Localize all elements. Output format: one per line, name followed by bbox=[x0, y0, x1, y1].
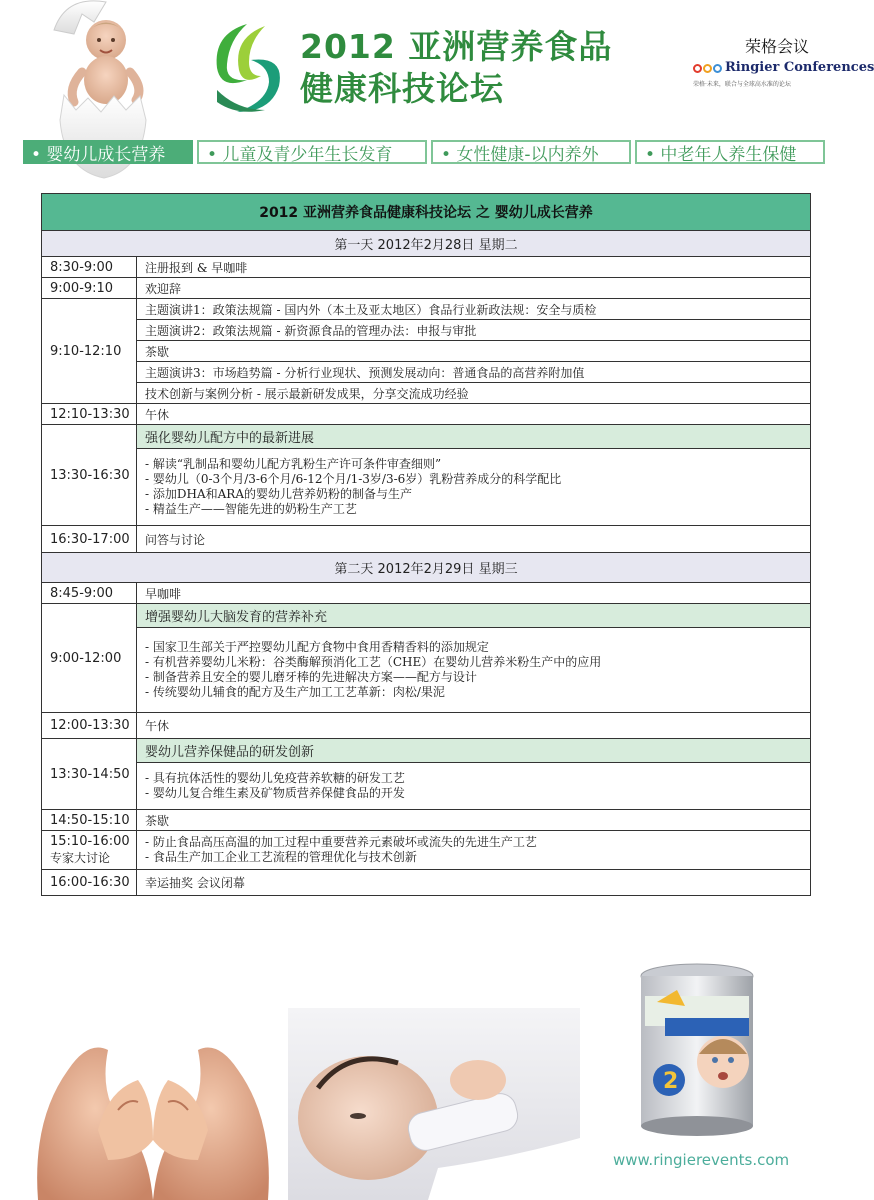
table-row bbox=[42, 278, 811, 299]
session-cell: 主题演讲1：政策法规篇 - 国内外（本土及亚太地区）食品行业新政法规：安全与质检 bbox=[137, 299, 811, 320]
time-range: 15:10-16:00 bbox=[50, 834, 130, 849]
time-cell: 12:00-13:30 bbox=[42, 713, 137, 739]
bullet-item: - 国家卫生部关于严控婴幼儿配方食物中食用香精香料的添加规定 bbox=[145, 640, 489, 654]
bullet-item: - 传统婴幼儿辅食的配方及生产加工工艺革新：肉松/果泥 bbox=[145, 685, 445, 699]
table-row bbox=[42, 449, 811, 526]
time-subtitle: 专家大讨论 bbox=[50, 851, 111, 865]
time-cell: 13:30-16:30 bbox=[42, 425, 137, 526]
day-row bbox=[42, 553, 811, 583]
session-cell: 茶歇 bbox=[137, 810, 811, 831]
table-row bbox=[42, 362, 811, 383]
table-row bbox=[42, 810, 811, 831]
bullet-list bbox=[137, 628, 811, 713]
formula-can-image bbox=[637, 962, 757, 1137]
session-cell: 注册报到 & 早咖啡 bbox=[137, 257, 811, 278]
ringier-rings-icon bbox=[693, 64, 722, 73]
time-cell: 14:50-15:10 bbox=[42, 810, 137, 831]
table-row bbox=[42, 604, 811, 628]
time-cell bbox=[42, 831, 137, 870]
time-cell: 13:30-14:50 bbox=[42, 739, 137, 810]
bullet-item: - 解读“乳制品和婴幼儿配方乳粉生产许可条件审查细则” bbox=[145, 457, 442, 471]
time-cell: 16:00-16:30 bbox=[42, 870, 137, 896]
bullet-list bbox=[137, 831, 811, 870]
forum-title bbox=[300, 26, 612, 110]
topic-heading: 增强婴幼儿大脑发育的营养补充 bbox=[137, 604, 811, 628]
session-cell: 午休 bbox=[137, 713, 811, 739]
bullet-item: - 婴幼儿复合维生素及矿物质营养保健食品的开发 bbox=[145, 786, 405, 800]
bullet-item: - 制备营养且安全的婴儿磨牙棒的先进解决方案——配方与设计 bbox=[145, 670, 477, 684]
bullet-list bbox=[137, 763, 811, 810]
bullet-item: - 防止食品高压高温的加工过程中重要营养元素破坏或流失的先进生产工艺 bbox=[145, 835, 537, 849]
can-number-icon: 2 bbox=[663, 1069, 679, 1094]
bullet-item: - 食品生产加工企业工艺流程的管理优化与技术创新 bbox=[145, 850, 417, 864]
organizer-name: 荣格会议 bbox=[745, 37, 810, 56]
bullet-item: - 婴幼儿（0-3个月/3-6个月/6-12个月/1-3岁/3-6岁）乳粉营养成分的科学配比 bbox=[145, 472, 562, 486]
table-row bbox=[42, 628, 811, 713]
table-row bbox=[42, 763, 811, 810]
schedule-title: 2012 亚洲营养食品健康科技论坛 之 婴幼儿成长营养 bbox=[42, 194, 811, 231]
topic-heading: 婴幼儿营养保健品的研发创新 bbox=[137, 739, 811, 763]
bullet-item: - 添加DHA和ARA的婴幼儿营养奶粉的制备与生产 bbox=[145, 487, 412, 501]
schedule-table bbox=[41, 193, 811, 896]
table-row bbox=[42, 583, 811, 604]
bullet-item: - 有机营养婴幼儿米粉：谷类酶解预消化工艺（CHE）在婴幼儿营养米粉生产中的应用 bbox=[145, 655, 602, 669]
bullet-item: - 精益生产——智能先进的奶粉生产工艺 bbox=[145, 502, 357, 516]
tab-elderly-health[interactable]: • 中老年人养生保健 bbox=[635, 140, 825, 164]
day-row bbox=[42, 231, 811, 257]
tab-child-growth[interactable]: • 儿童及青少年生长发育 bbox=[197, 140, 427, 164]
table-row bbox=[42, 713, 811, 739]
table-row bbox=[42, 831, 811, 870]
table-row bbox=[42, 870, 811, 896]
page-header bbox=[0, 0, 874, 135]
baby-bottle-image bbox=[288, 1008, 580, 1200]
title-line-2: 健康科技论坛 bbox=[300, 69, 504, 108]
table-row bbox=[42, 383, 811, 404]
time-cell: 8:45-9:00 bbox=[42, 583, 137, 604]
day1-label: 第一天 2012年2月28日 星期二 bbox=[42, 231, 811, 257]
topic-heading: 强化婴幼儿配方中的最新进展 bbox=[137, 425, 811, 449]
forum-logo-icon bbox=[207, 20, 287, 115]
time-cell: 8:30-9:00 bbox=[42, 257, 137, 278]
session-cell: 主题演讲2：政策法规篇 - 新资源食品的管理办法：申报与审批 bbox=[137, 320, 811, 341]
table-row bbox=[42, 739, 811, 763]
session-cell: 幸运抽奖 会议闭幕 bbox=[137, 870, 811, 896]
session-cell: 午休 bbox=[137, 404, 811, 425]
session-cell: 早咖啡 bbox=[137, 583, 811, 604]
time-cell: 9:10-12:10 bbox=[42, 299, 137, 404]
table-row bbox=[42, 341, 811, 362]
session-cell: 茶歇 bbox=[137, 341, 811, 362]
website-link[interactable]: www.ringierevents.com bbox=[613, 1151, 790, 1169]
bullet-list bbox=[137, 449, 811, 526]
time-cell: 12:10-13:30 bbox=[42, 404, 137, 425]
table-row bbox=[42, 320, 811, 341]
ringier-brand: Ringier Conferences bbox=[725, 60, 874, 75]
session-cell: 问答与讨论 bbox=[137, 526, 811, 553]
table-row bbox=[42, 425, 811, 449]
cupped-hands-image bbox=[28, 1010, 278, 1200]
tab-women-health[interactable]: • 女性健康-以内养外 bbox=[431, 140, 631, 164]
session-cell: 主题演讲3：市场趋势篇 - 分析行业现状、预测发展动向：普通食品的高营养附加值 bbox=[137, 362, 811, 383]
day2-label: 第二天 2012年2月29日 星期三 bbox=[42, 553, 811, 583]
time-cell: 16:30-17:00 bbox=[42, 526, 137, 553]
topic-tab-bar bbox=[23, 140, 825, 164]
time-cell: 9:00-12:00 bbox=[42, 604, 137, 713]
time-cell: 9:00-9:10 bbox=[42, 278, 137, 299]
ringier-logo bbox=[693, 60, 874, 96]
table-row bbox=[42, 526, 811, 553]
bullet-item: - 具有抗体活性的婴幼儿免疫营养软糖的研发工艺 bbox=[145, 771, 405, 785]
session-cell: 欢迎辞 bbox=[137, 278, 811, 299]
session-cell: 技术创新与案例分析 - 展示最新研发成果，分享交流成功经验 bbox=[137, 383, 811, 404]
title-line-1: 2012 亚洲营养食品 bbox=[300, 27, 613, 66]
tab-infant-nutrition[interactable]: • 婴幼儿成长营养 bbox=[23, 140, 193, 164]
ringier-tagline: 荣格·未来，联合与全球高水准的论坛 bbox=[693, 81, 791, 88]
table-row bbox=[42, 299, 811, 320]
table-row bbox=[42, 257, 811, 278]
table-row bbox=[42, 404, 811, 425]
table-title-row bbox=[42, 194, 811, 231]
